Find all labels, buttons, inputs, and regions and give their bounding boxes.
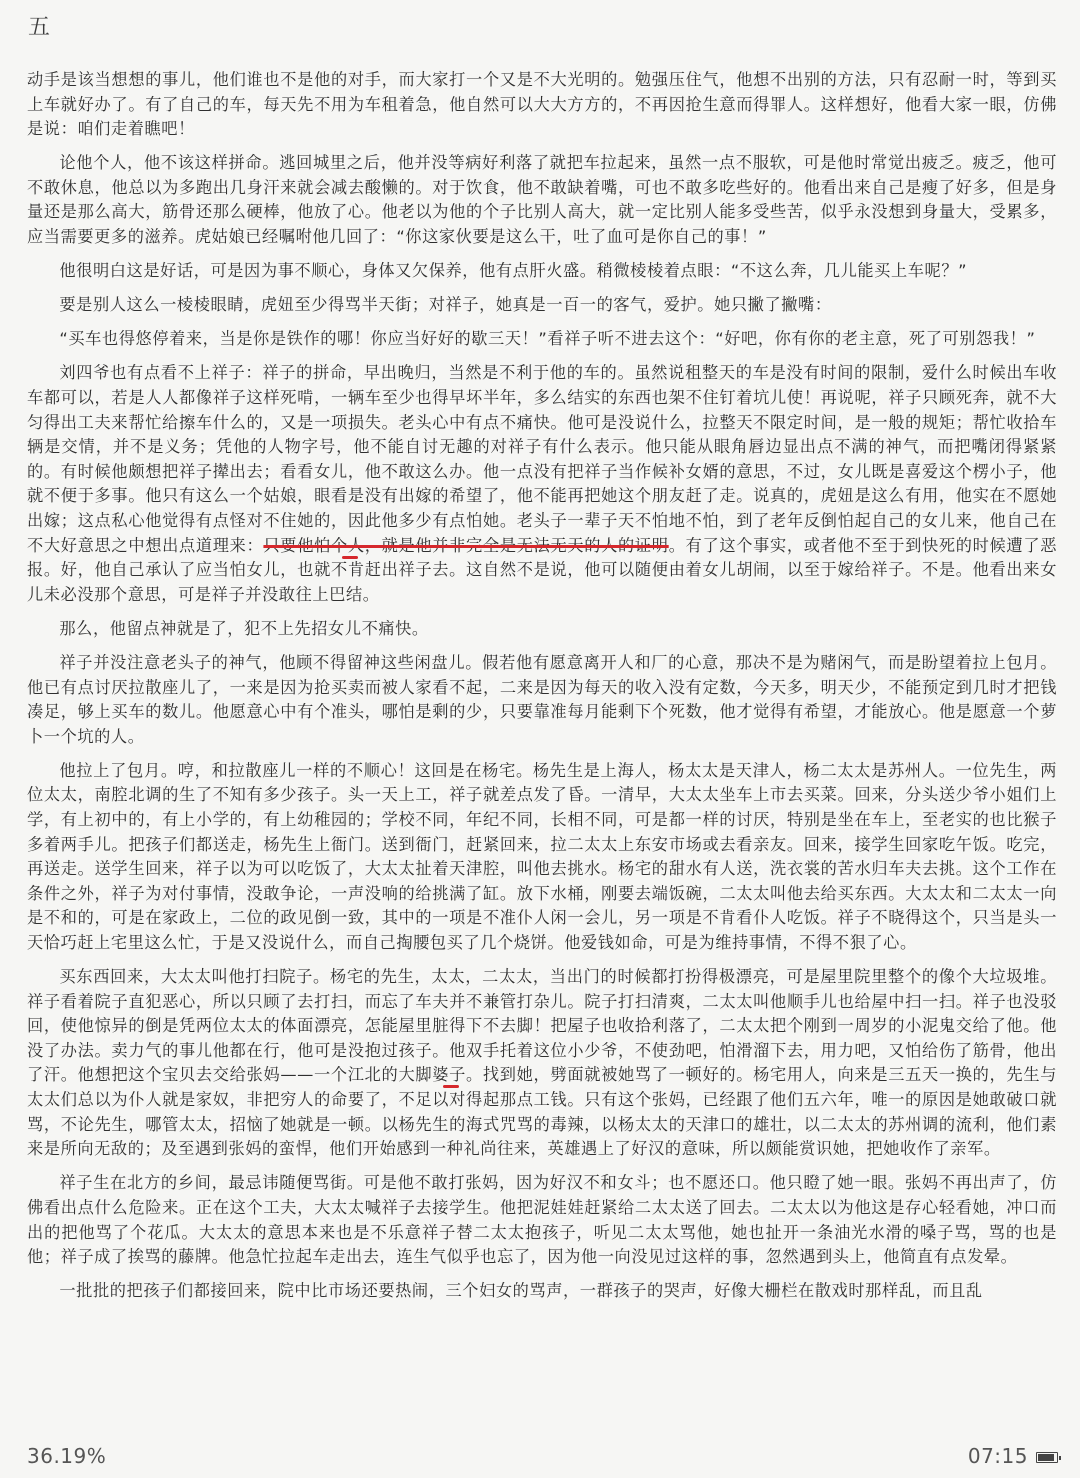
reading-progress[interactable]: 36.19% [27,1444,107,1468]
text-paragraph [27,1279,1057,1304]
underlined-text: 他双手托着这位小少爷，不使劲吧，怕滑溜下去，用力吧，又怕给伤了筋骨，他出了汗。 [27,1040,1057,1085]
text-paragraph [27,293,1057,318]
text-paragraph [27,68,1057,142]
clock: 07:15 [967,1444,1028,1468]
chapter-title: 五 [28,15,51,40]
text-paragraph [27,361,1057,607]
text-paragraph [27,651,1057,749]
text-segment: 要是别人这么一棱棱眼睛，虎妞至少得骂半天街；对祥子，她真是一百一的客气，爱护。她只撇了撇嘴： [59,295,832,315]
text-segment: 刘四爷也有点看不上祥子：祥子的拼命，早出晚归，当然是不利于他的车的。虽然说租整天的车是没有时间的限制，爱什么时候出车收车都可以，若是人人都像祥子这样死啃，一辆车至少也得早坏半年，多么结实的东西也架不住钉着坑儿使！再说呢，祥子只顾死奔，就不大匀得出工夫来帮忙给擦车什么的，又是一项损失。老头心中有点不痛快。他可是没说什么，拉整天不限定时间，是一般的规矩；帮忙收拾车辆是交情，并不是义务；凭他的人物字号，他不能自讨无趣的对祥子有什么表示。他只能从眼角唇边显出点不满的神气，而把嘴闭得紧紧的。有时候他颇想把祥子撵出去；看看女儿，他不敢这么办。他一点没有把祥子当作候补女婿的意思，不过，女儿既是喜爱这个楞小子，他就不便于多事。他只有这么一个姑娘，眼看是没有出嫁的希望了，他不能再把她这个朋友赶了走。说真的，虎妞是这么有用，他实在不愿她出嫁；这点私心他觉得有点怪对不住她的， [27,363,1057,530]
text-segment: 。有了这个事实，或者他不至于到快死的时候遭了恶报。好，他自己承认了应当怕女儿，也就不肯赶出祥子去。这自然不是说，他可以随便由着女儿胡闹，以至于嫁给祥子。不是。他看出来女儿未必没那个意思，可是祥子并没敢往上巴结。 [27,535,1057,604]
text-paragraph [27,151,1057,249]
status-footer [0,1438,1080,1478]
text-segment: “买车也得悠停着来，当是你是铁作的哪！你应当好好的歇三天！”看祥子听不进去这个：“好吧，你有你的老主意，死了可别怨我！” [59,329,1036,349]
battery-level-fill [1038,1454,1054,1461]
text-segment: 那么，他留点神就是了，犯不上先招女儿不痛快。 [59,618,429,638]
text-paragraph [27,759,1057,956]
text-paragraph [27,617,1057,642]
text-paragraph [27,1171,1057,1269]
text-segment: 论他个人，他不该这样拼命。逃回城里之后，他并没等病好利落了就把车拉起来，虽然一点不服软，可是他时常觉出疲乏。疲乏，他可不敢休息，他总以为多跑出几身汗来就会减去酸懒的。对于饮食，他不敢缺着嘴，可也不敢多吃些好的。他看出来自己是瘦了好多，但是身量还是那么高大，筋骨还那么硬棒，他放了心。他老以为他的个子比别人高大，就一定比别人能多受些苦，似乎永没想到身量大，受累多，应当需要更多的滋养。虎姑娘已经嘱咐他几回了：“你这家伙要是这么干，吐了血可是你自己的事！” [27,153,1057,247]
text-segment: 一批批的把孩子们都接回来，院中比市场还要热闹，三个妇女的骂声，一群孩子的哭声，好像大栅栏在散戏时那样乱，而且乱 [59,1281,983,1301]
text-segment: 动手是该当想想的事儿，他们谁也不是他的对手，而大家打一个又是不大光明的。勉强压住气，他想不出别的方法，只有忍耐一时，等到买上车就好办了。有了自己的车，每天先不用为车租着急，他自然可以大大方方的，不再因抢生意而得罪人。这样想好，他看大家一眼，仿佛是说：咱们走着瞧吧！ [27,70,1057,139]
struck-through-text: 只要他怕个人，就是他并非完全是无法无天的人的证明 [263,535,669,555]
text-segment: 他很明白这是好话，可是因为事不顺心，身体又欠保养，他有点肝火盛。稍微棱棱着点眼：“不这么奔，几儿能买上车呢？” [59,261,968,281]
text-paragraph [27,965,1057,1162]
reading-text-area[interactable] [27,68,1057,1428]
text-paragraph [27,259,1057,284]
text-segment: 他想把这个宝贝去交给张妈——一个江北的大脚婆子。找到她，劈面就被她骂了一顿好的。杨宅用人，向来是三五天一换的，先生与太太们总以为仆人就是家奴，非把穷人的命要了，不足以对得起那点工钱。只有这个张妈，已经跟了他们五六年，唯一的原因是她敢破口就骂，不论先生，哪管太太，招恼了她就是一顿。以杨先生的海式咒骂的毒辣，以杨太太的天津口的雄壮，以二太太的苏州调的流利，他们素来是所向无敌的；及至遇到张妈的蛮悍，他们开始感到一种礼尚往来，英雄遇上了好汉的意味，所以颇能赏识她，把她收作了亲军。 [27,1065,1057,1159]
text-segment: 祥子生在北方的乡间，最忌讳随便骂街。可是他不敢打张妈，因为好汉不和女斗；也不愿还口。他只瞪了她一眼。张妈不再出声了，仿佛看出点什么危险来。正在这个工夫，大太太喊祥子去接学生。他把泥娃娃赶紧给二太太送了回去。二太太以为他这是存心轻看她，冲口而出的把他骂了个花瓜。大太太的意思本来也是不乐意祥子替二太太抱孩子，听见二太太骂他，她也扯开一条油光水滑的嗓子骂，骂的也是他；祥子成了挨骂的藤牌。他急忙拉起车走出去，连生气似乎也忘了，因为他一向没见过这样的事，忽然遇到头上，他简直有点发晕。 [27,1173,1057,1267]
text-segment: 祥子并没注意老头子的神气，他顾不得留神这些闲盘儿。假若他有愿意离开人和厂的心意，那决不是为赌闲气，而是盼望着拉上包月。他已有点讨厌拉散座儿了，一来是因为抢买卖而被人家看不起，二来是因为每天的收入没有定数，今天多，明天少，不能预定到几时才把钱凑足，够上买车的数儿。他愿意心中有个准头，哪怕是剩的少，只要靠准每月能剩下个死数，他才觉得有希望，才能放心。他是愿意一个萝卜一个坑的人。 [27,652,1057,746]
text-segment: 他拉上了包月。哼，和拉散座儿一样的不顺心！这回是在杨宅。杨先生是上海人，杨太太是天津人，杨二太太是苏州人。一位先生，两位太太，南腔北调的生了不知有多少孩子。头一天上工，祥子就差点发了昏。一清早，大太太坐车上市去买菜。回来，分头送少爷小姐们上学，有上初中的，有上小学的，有上幼稚园的；学校不同，年纪不同，长相不同，可是都一样的讨厌，特别是坐在车上，至老实的也比猴子多着两手儿。把孩子们都送走，杨先生上衙门。送到衙门，赶紧回来，拉二太太上东安市场或去看亲友。回来，接学生回家吃午饭。吃完，再送走。送学生回来，祥子以为可以吃饭了，大太太扯着天津腔，叫他去挑水。杨宅的甜水有人送，洗衣裳的苦水归车夫去挑。这个工作在条件之外，祥子为对付事情，没敢争论，一声没响的给挑满了缸。放下水桶，刚要去端饭碗，二太太叫他去给买东西。大太太和二太太一向是不和的，可是在家政上，二位的政见倒一致，其中的一项是不准仆人闲一会儿，另一项是不肯看仆人吃饭。祥子不晓得这个，只当是头一天恰巧赶上宅里这么忙，于是又没说什么，而自己掏腰包买了几个烧饼。他爱钱如命，可是为维持事情，不得不狠了心。 [27,760,1057,952]
text-segment: 买东西回来，大太太叫他打扫院子。杨宅的先生，太太，二太太，当出门的时候都打扮得极漂亮，可是屋里院里整个的像个大垃圾堆。祥子看着院子直犯恶心，所以只顾了去打扫，而忘了车夫并不兼管打杂儿。院子打扫清爽，二太太叫他顺手儿也给屋中扫一扫。祥子也没驳回，使他惊异的倒是凭两位太太的体面漂亮，怎能屋里脏得下不去脚！把屋子也收拾利落了，二太太把个刚到一周岁的小泥鬼交给了他。他没了办法。卖力气的事儿他都在行，他可是没抱过孩子。 [27,967,1057,1060]
battery-icon [1036,1452,1058,1463]
underlined-text: 因此他多少有点怕她。老头子一辈子天不怕地不怕，到了老年反倒怕起自己的女儿来，他自己在不大好意思之中想出点道理来： [27,511,1057,555]
text-paragraph [27,327,1057,352]
